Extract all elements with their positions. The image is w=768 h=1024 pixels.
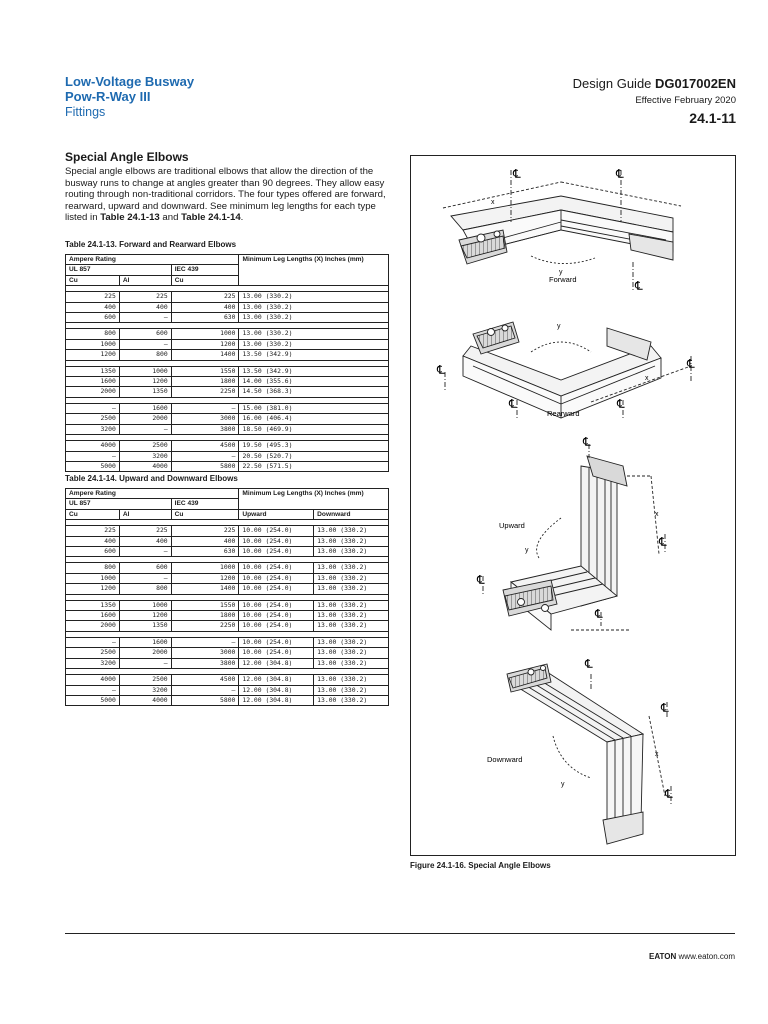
ul-cu-header: Cu [66,275,120,285]
ul-al-rating-cell: 4000 [119,695,171,705]
forward-label: Forward [549,275,577,284]
ul-cu-rating-cell: 5000 [66,461,120,471]
ul-al-rating-cell: — [119,313,171,323]
leg-length-down-cell: 13.00 (330.2) [314,547,389,557]
rearward-dim-x: x [645,375,649,382]
forward-dim-y: y [559,269,563,276]
iec-cu-rating-cell: 5800 [171,461,239,471]
iec439-header: IEC 439 [171,265,239,275]
leg-length-down-cell: 13.00 (330.2) [314,536,389,546]
ul-cu-rating-cell: 2500 [66,414,120,424]
ul-cu-rating-cell: — [66,403,120,413]
iec-cu-rating-cell: 1550 [171,366,239,376]
ul-al-rating-cell: 1600 [119,403,171,413]
iec-cu-rating-cell: 225 [171,292,239,302]
ul-cu-rating-cell: 4000 [66,441,120,451]
downward-dim-y: y [561,781,565,788]
downward-centerline-right: ℄ [661,701,669,715]
ul-cu-rating-cell: 1600 [66,611,120,621]
table-row [66,648,389,658]
ul-al-rating-cell: — [119,547,171,557]
leg-length-up-cell: 12.00 (304.8) [239,675,314,685]
product-line-title: Low-Voltage Busway [65,74,195,89]
ul-cu-rating-cell: 2500 [66,648,120,658]
upward-header: Upward [239,509,314,519]
iec-cu-rating-cell: 2250 [171,621,239,631]
leg-length-len-cell: 14.00 (355.6) [239,377,389,387]
forward-dim-x: x [491,199,495,206]
leg-length-down-cell: 13.00 (330.2) [314,600,389,610]
ul-cu-rating-cell: — [66,637,120,647]
footer-rule [65,933,735,934]
ul-cu-rating-cell: 2000 [66,621,120,631]
table-row [66,611,389,621]
min-leg-length-header: Minimum Leg Lengths (X) Inches (mm) [239,489,389,510]
iec-cu-rating-cell: 4500 [171,441,239,451]
leg-length-up-cell: 12.00 (304.8) [239,685,314,695]
leg-length-len-cell: 20.50 (520.7) [239,451,389,461]
leg-length-up-cell: 10.00 (254.0) [239,573,314,583]
leg-length-down-cell: 13.00 (330.2) [314,685,389,695]
ul-cu-rating-cell: 225 [66,292,120,302]
table1-caption: Table 24.1-13. Forward and Rearward Elbows [65,240,237,249]
iec-cu-rating-cell: — [171,403,239,413]
section-name: Fittings [65,105,106,119]
iec-cu-rating-cell: 1000 [171,563,239,573]
ul-cu-rating-cell: 600 [66,313,120,323]
ampere-rating-header: Ampere Rating [66,255,239,265]
ul-cu-rating-cell: 800 [66,563,120,573]
table-row [66,526,389,536]
product-series-title: Pow-R-Way III [65,89,151,104]
ul-al-header: Al [119,509,171,519]
ul-cu-rating-cell: 1600 [66,377,120,387]
min-leg-length-header: Minimum Leg Lengths (X) Inches (mm) [239,255,389,286]
ul-al-header: Al [119,275,171,285]
iec-cu-rating-cell: 1400 [171,584,239,594]
leg-length-up-cell: 10.00 (254.0) [239,637,314,647]
ul-al-rating-cell: 600 [119,563,171,573]
table-row [66,313,389,323]
leg-length-up-cell: 10.00 (254.0) [239,584,314,594]
table-row [66,637,389,647]
iec-cu-rating-cell: 1400 [171,350,239,360]
ul-al-rating-cell: 1600 [119,637,171,647]
upward-centerline-bottom: ℄ [595,607,603,621]
ul-al-rating-cell: 4000 [119,461,171,471]
ul-cu-rating-cell: — [66,685,120,695]
ul-cu-rating-cell: 3200 [66,658,120,668]
table-row [66,675,389,685]
table-ref-link-1[interactable]: Table 24.1-13 [100,212,160,224]
leg-length-up-cell: 10.00 (254.0) [239,621,314,631]
rearward-centerline-left: ℄ [437,363,445,377]
document-header-left [65,74,194,120]
table-ref-link-2[interactable]: Table 24.1-14 [181,212,241,224]
ul-al-rating-cell: 1200 [119,377,171,387]
iec-cu-rating-cell: 1800 [171,611,239,621]
elbow-drawings [411,156,735,855]
leg-length-down-cell: 13.00 (330.2) [314,637,389,647]
leg-length-up-cell: 10.00 (254.0) [239,526,314,536]
ul-cu-rating-cell: 225 [66,526,120,536]
table-row [66,600,389,610]
ul857-header: UL 857 [66,499,172,509]
table-row [66,292,389,302]
table-row [66,387,389,397]
leg-length-len-cell: 13.50 (342.9) [239,350,389,360]
iec-cu-rating-cell: 630 [171,547,239,557]
table2-caption: Table 24.1-14. Upward and Downward Elbows [65,474,238,483]
leg-length-len-cell: 13.00 (330.2) [239,292,389,302]
leg-length-len-cell: 14.50 (368.3) [239,387,389,397]
leg-length-len-cell: 13.00 (330.2) [239,313,389,323]
ul857-header: UL 857 [66,265,172,275]
downward-label: Downward [487,755,523,764]
ul-al-rating-cell: 400 [119,536,171,546]
leg-length-down-cell: 13.00 (330.2) [314,526,389,536]
iec-cu-rating-cell: — [171,637,239,647]
rearward-centerline-bottom-left: ℄ [509,397,517,411]
upward-label: Upward [499,521,525,530]
ul-al-rating-cell: 1350 [119,621,171,631]
downward-centerline-top: ℄ [585,657,593,671]
intro-and: and [159,212,182,224]
forward-centerline-bottom: ℄ [635,279,643,293]
leg-length-down-cell: 13.00 (330.2) [314,611,389,621]
forward-rearward-elbows-table [65,254,389,472]
ul-cu-rating-cell: 1000 [66,573,120,583]
ul-cu-rating-cell: 400 [66,302,120,312]
leg-length-down-cell: 13.00 (330.2) [314,695,389,705]
figure-caption: Figure 24.1-16. Special Angle Elbows [410,861,551,870]
iec-cu-rating-cell: 3800 [171,658,239,668]
design-guide-line [573,76,736,92]
upward-dim-x: x [655,511,659,518]
ul-cu-header: Cu [66,509,120,519]
leg-length-len-cell: 22.50 (571.5) [239,461,389,471]
ul-al-rating-cell: 2000 [119,648,171,658]
iec-cu-rating-cell: 3000 [171,648,239,658]
eaton-brand: EATON [649,952,677,961]
page-number: 24.1-11 [689,110,736,126]
leg-length-up-cell: 10.00 (254.0) [239,563,314,573]
leg-length-up-cell: 10.00 (254.0) [239,600,314,610]
ul-al-rating-cell: 2500 [119,441,171,451]
ul-cu-rating-cell: — [66,451,120,461]
leg-length-up-cell: 10.00 (254.0) [239,536,314,546]
design-guide-label: Design Guide [572,76,652,91]
document-header-right [573,76,736,127]
ul-al-rating-cell: 400 [119,302,171,312]
ul-al-rating-cell: 2000 [119,414,171,424]
leg-length-len-cell: 18.50 (469.9) [239,424,389,434]
table-row [66,584,389,594]
upward-dim-y: y [525,547,529,554]
leg-length-len-cell: 13.00 (330.2) [239,339,389,349]
iec-cu-rating-cell: — [171,685,239,695]
table-row [66,366,389,376]
iec-cu-rating-cell: 225 [171,526,239,536]
rearward-elbow-drawing [445,322,691,418]
ul-al-rating-cell: 1200 [119,611,171,621]
leg-length-len-cell: 13.00 (330.2) [239,329,389,339]
ul-cu-rating-cell: 1000 [66,339,120,349]
leg-length-down-cell: 13.00 (330.2) [314,584,389,594]
ul-al-rating-cell: 1350 [119,387,171,397]
ul-al-rating-cell: 1000 [119,600,171,610]
table-row [66,695,389,705]
table-row [66,536,389,546]
special-angle-elbows-figure [410,155,736,856]
iec-cu-rating-cell: 3000 [171,414,239,424]
iec-cu-rating-cell: — [171,451,239,461]
leg-length-up-cell: 10.00 (254.0) [239,648,314,658]
leg-length-down-cell: 13.00 (330.2) [314,563,389,573]
effective-date: Effective February 2020 [635,95,736,106]
iec-cu-rating-cell: 400 [171,536,239,546]
iec-cu-rating-cell: 1200 [171,573,239,583]
section-title: Special Angle Elbows [65,150,189,164]
table-row [66,563,389,573]
leg-length-len-cell: 16.00 (406.4) [239,414,389,424]
leg-length-up-cell: 10.00 (254.0) [239,611,314,621]
ul-al-rating-cell: 1000 [119,366,171,376]
ul-al-rating-cell: 3200 [119,685,171,695]
iec-cu-rating-cell: 1200 [171,339,239,349]
forward-centerline-right: ℄ [616,167,624,181]
table-row [66,339,389,349]
table-row [66,302,389,312]
ul-al-rating-cell: — [119,573,171,583]
ul-al-rating-cell: 2500 [119,675,171,685]
ul-al-rating-cell: — [119,339,171,349]
upward-centerline-top: ℄ [583,435,591,449]
iec-cu-rating-cell: 1800 [171,377,239,387]
footer [649,952,735,961]
iec-cu-rating-cell: 5800 [171,695,239,705]
leg-length-down-cell: 13.00 (330.2) [314,573,389,583]
iec-cu-rating-cell: 630 [171,313,239,323]
intro-text: Special angle elbows are traditional elbows that allow the direction of the busway runs to change at angles greater than 90 degrees. They allow easy routing through non-traditional corridors. The four types offered are forward, rearward, upward and downward. See minimum leg lengths for each type listed in [65,166,386,224]
ul-cu-rating-cell: 5000 [66,695,120,705]
website-link[interactable]: www.eaton.com [678,952,735,961]
table-row [66,350,389,360]
downward-elbow-drawing [507,664,671,844]
ul-al-rating-cell: 225 [119,526,171,536]
rearward-label: Rearward [547,409,580,418]
ul-al-rating-cell: 800 [119,584,171,594]
leg-length-down-cell: 13.00 (330.2) [314,675,389,685]
leg-length-up-cell: 10.00 (254.0) [239,547,314,557]
ul-cu-rating-cell: 1200 [66,350,120,360]
ul-cu-rating-cell: 600 [66,547,120,557]
leg-length-down-cell: 13.00 (330.2) [314,621,389,631]
ul-cu-rating-cell: 1350 [66,600,120,610]
table-row [66,451,389,461]
ul-cu-rating-cell: 1350 [66,366,120,376]
leg-length-up-cell: 12.00 (304.8) [239,658,314,668]
downward-centerline-bottom: ℄ [665,787,673,801]
table-row [66,403,389,413]
table-row [66,658,389,668]
ul-al-rating-cell: 225 [119,292,171,302]
leg-length-len-cell: 13.00 (330.2) [239,302,389,312]
leg-length-len-cell: 13.50 (342.9) [239,366,389,376]
table-row [66,621,389,631]
rearward-dim-y: y [557,323,561,330]
table-row [66,377,389,387]
iec-cu-rating-cell: 1000 [171,329,239,339]
table-row [66,461,389,471]
ul-cu-rating-cell: 1200 [66,584,120,594]
rearward-centerline-right: ℄ [687,357,695,371]
iec-cu-rating-cell: 400 [171,302,239,312]
intro-end: . [240,212,244,224]
ul-cu-rating-cell: 4000 [66,675,120,685]
iec-cu-rating-cell: 4500 [171,675,239,685]
table-row [66,685,389,695]
upward-centerline-left: ℄ [477,573,485,587]
ul-cu-rating-cell: 400 [66,536,120,546]
table-row [66,414,389,424]
table-row [66,329,389,339]
leg-length-len-cell: 15.00 (381.0) [239,403,389,413]
iec-cu-rating-cell: 2250 [171,387,239,397]
upward-elbow-drawing [483,444,665,630]
table-row [66,441,389,451]
upward-downward-elbows-table [65,488,389,706]
table-row [66,547,389,557]
table-row [66,424,389,434]
leg-length-len-cell: 19.50 (495.3) [239,441,389,451]
leg-length-down-cell: 13.00 (330.2) [314,648,389,658]
downward-header: Downward [314,509,389,519]
ul-al-rating-cell: 600 [119,329,171,339]
table-row [66,573,389,583]
downward-dim-x: x [655,751,659,758]
forward-centerline-left: ℄ [513,167,521,181]
design-guide-id: DG017002EN [655,76,736,91]
ul-al-rating-cell: — [119,658,171,668]
iec-cu-header: Cu [171,509,239,519]
iec-cu-rating-cell: 1550 [171,600,239,610]
ul-al-rating-cell: 800 [119,350,171,360]
intro-paragraph [65,166,395,224]
upward-centerline-right: ℄ [659,535,667,549]
ul-al-rating-cell: 3200 [119,451,171,461]
iec-cu-rating-cell: 3800 [171,424,239,434]
rearward-centerline-bottom-right: ℄ [617,397,625,411]
ul-al-rating-cell: — [119,424,171,434]
iec439-header: IEC 439 [171,499,239,509]
ampere-rating-header: Ampere Rating [66,489,239,499]
ul-cu-rating-cell: 2000 [66,387,120,397]
leg-length-up-cell: 12.00 (304.8) [239,695,314,705]
leg-length-down-cell: 13.00 (330.2) [314,658,389,668]
ul-cu-rating-cell: 3200 [66,424,120,434]
iec-cu-header: Cu [171,275,239,285]
ul-cu-rating-cell: 800 [66,329,120,339]
